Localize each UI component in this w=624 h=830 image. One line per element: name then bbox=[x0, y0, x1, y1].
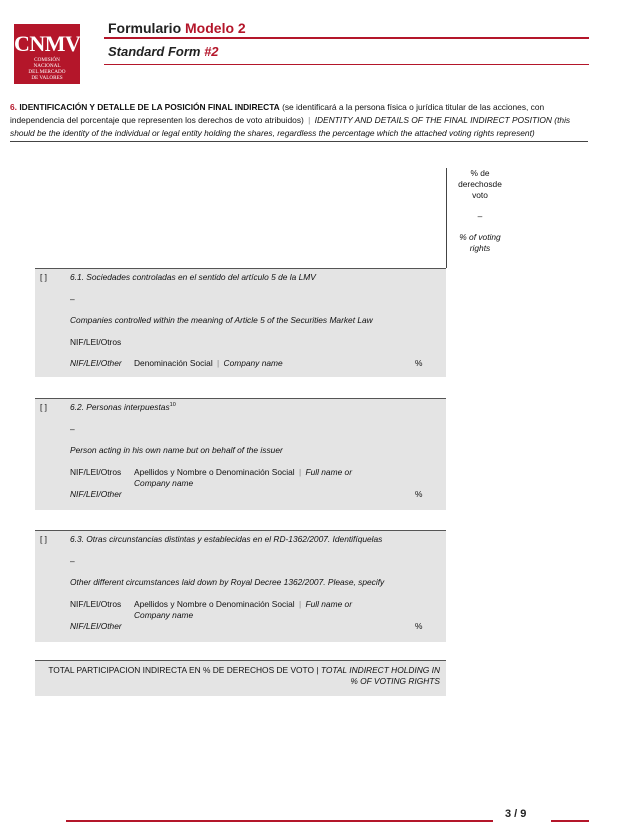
section-title-es: IDENTIFICACIÓN Y DETALLE DE LA POSICIÓN FINAL INDIRECTA bbox=[19, 102, 280, 112]
block-dash: – bbox=[70, 424, 75, 434]
name-label-es: Apellidos y Nombre o Denominación Social bbox=[134, 599, 295, 609]
checkbox[interactable]: [ ] bbox=[40, 272, 47, 282]
name-label-es: Apellidos y Nombre o Denominación Social bbox=[134, 467, 295, 477]
header-rule-thin bbox=[104, 64, 589, 65]
name-label-es: Denominación Social bbox=[134, 358, 213, 368]
col-header-dash: – bbox=[477, 211, 483, 221]
page-number: 3 / 9 bbox=[505, 808, 527, 820]
total-label-en: TOTAL INDIRECT HOLDING IN % OF VOTING RIGHTS bbox=[318, 665, 440, 686]
id-label-es: NIF/LEI/Otros bbox=[70, 467, 122, 477]
separator: | bbox=[217, 358, 220, 368]
cnmv-logo bbox=[14, 24, 80, 84]
percent-label: % bbox=[415, 621, 423, 631]
block-6-3 bbox=[35, 530, 446, 642]
block-title-es: 6.3. Otras circunstancias distintas y establecidas en el RD-1362/2007. Identifíquelas bbox=[70, 534, 383, 544]
footnote-ref: 10 bbox=[169, 402, 176, 409]
col-header-es: voto bbox=[472, 190, 488, 200]
percent-label: % bbox=[415, 358, 423, 368]
section-rule bbox=[10, 141, 588, 142]
voting-rights-column-header bbox=[446, 168, 513, 268]
footer-rule bbox=[66, 820, 493, 822]
block-title-en: Person acting in his own name but on behalf of the issuer bbox=[70, 445, 283, 455]
separator: | bbox=[316, 665, 319, 675]
block-6-1 bbox=[35, 268, 446, 377]
id-label-en: NIF/LEI/Other bbox=[70, 621, 122, 631]
name-label-en: Full name or bbox=[305, 467, 352, 477]
section-desc-en: IDENTITY AND DETAILS OF THE FINAL INDIRECT POSITION (this should be the identity of the individual or legal entity holding the shares, regardless the percentage which the attached voting rights represent) bbox=[10, 115, 571, 138]
form-subtitle bbox=[108, 44, 219, 59]
name-label-en: Full name or bbox=[305, 599, 352, 609]
total-label-es: TOTAL PARTICIPACION INDIRECTA EN % DE DERECHOS DE VOTO bbox=[48, 665, 317, 675]
block-dash: – bbox=[70, 556, 75, 566]
logo-line: NACIONAL bbox=[33, 63, 61, 69]
form-title bbox=[108, 20, 246, 36]
section-desc-es: (se identificará a la persona física o jurídica titular de las acciones, con independencia del porcentaje que representen los derechos de voto atribuidos) bbox=[10, 102, 545, 125]
form-title-model: Modelo 2 bbox=[185, 20, 246, 36]
checkbox[interactable]: [ ] bbox=[40, 534, 47, 544]
block-6-2 bbox=[35, 398, 446, 510]
id-label-en: NIF/LEI/Other bbox=[70, 358, 122, 368]
footer-rule-right bbox=[551, 820, 589, 822]
block-title-en: Other different circumstances laid down by Royal Decree 1362/2007. Please, specify bbox=[70, 577, 385, 587]
separator: | bbox=[298, 599, 302, 609]
separator: | bbox=[308, 115, 311, 125]
name-label-en: Company name bbox=[134, 478, 194, 488]
checkbox[interactable]: [ ] bbox=[40, 402, 47, 412]
separator: | bbox=[298, 467, 302, 477]
logo-line: COMISIÓN bbox=[34, 57, 60, 63]
block-dash: – bbox=[70, 294, 75, 304]
percent-label: % bbox=[415, 489, 423, 499]
id-label-es: NIF/LEI/Otros bbox=[70, 599, 122, 609]
section-heading bbox=[10, 101, 588, 140]
col-header-es: % de bbox=[470, 168, 490, 178]
form-subtitle-text: Standard Form bbox=[108, 44, 205, 59]
form-subtitle-number: #2 bbox=[204, 44, 219, 59]
col-header-es: derechosde bbox=[458, 179, 502, 189]
logo-abbr: CNMV bbox=[14, 31, 81, 56]
id-label-es: NIF/LEI/Otros bbox=[70, 337, 122, 347]
section-number: 6. bbox=[10, 102, 17, 112]
name-label-en: Company name bbox=[223, 358, 283, 368]
block-title-es: 6.2. Personas interpuestas bbox=[70, 402, 170, 412]
header-rule bbox=[104, 37, 589, 39]
form-title-text: Formulario bbox=[108, 20, 186, 36]
id-label-en: NIF/LEI/Other bbox=[70, 489, 122, 499]
total-indirect-holding bbox=[35, 660, 446, 696]
logo-line: DE VALORES bbox=[31, 75, 63, 81]
col-header-en: rights bbox=[469, 243, 491, 253]
block-title-en: Companies controlled within the meaning of Article 5 of the Securities Market Law bbox=[70, 315, 373, 325]
name-label-en: Company name bbox=[134, 610, 194, 620]
logo-line: DEL MERCADO bbox=[28, 69, 66, 75]
block-title-es: 6.1. Sociedades controladas en el sentido del artículo 5 de la LMV bbox=[70, 272, 316, 282]
col-header-en: % of voting bbox=[459, 232, 501, 242]
